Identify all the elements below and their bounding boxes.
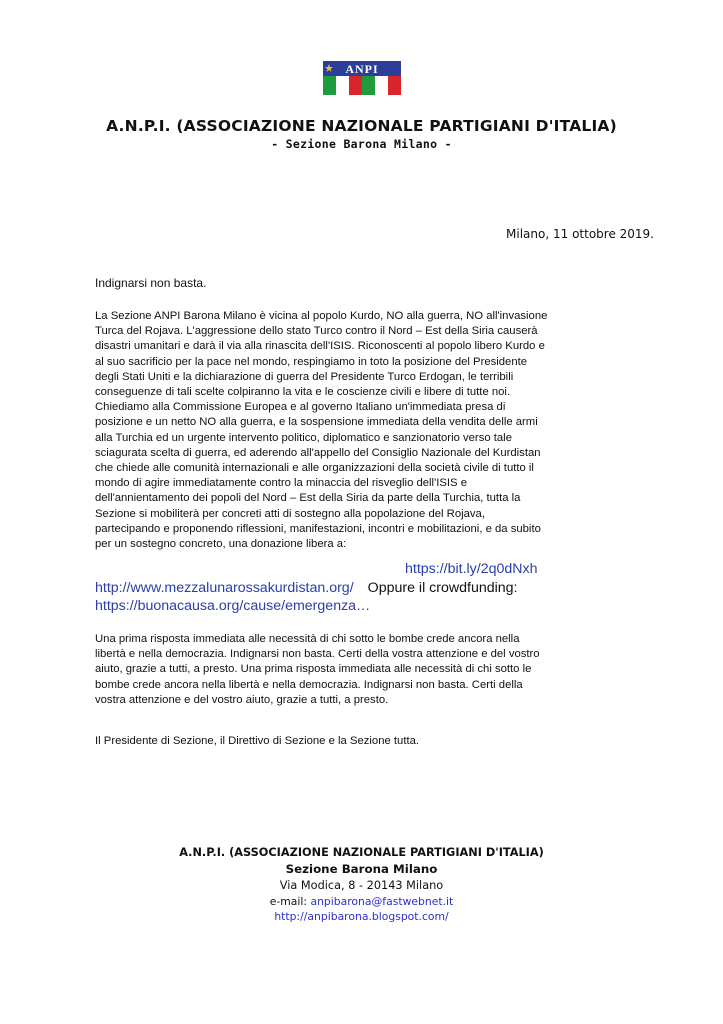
body-line: al suo sacrificio per la pace nel mondo, respingiamo in toto la posizione del Presidente <box>95 355 528 368</box>
body-line: posizione e un netto NO alla guerra, e la sospensione immediata della vendita delle armi <box>95 416 538 429</box>
crowdfunding-line <box>95 597 675 616</box>
body-line: Sezione si mobiliterà per concreti atti di sostegno alla popolazione del Rojava, <box>95 507 485 520</box>
body-line: partecipando e proponendo riflessioni, manifestazioni, incontri e mobilitazioni, e da subito <box>95 522 541 535</box>
body-line: sciagurata scelta di guerra, ed aderendo all'appello del Consiglio Nazionale del Kurdistan <box>95 446 541 459</box>
footer-section: Sezione Barona Milano <box>285 862 438 876</box>
footer-blog-link[interactable]: http://anpibarona.blogspot.com/ <box>274 910 449 923</box>
body-line: che chiede alle comunità internazionali e alle organizzazioni della società civile di tutto il <box>95 462 534 475</box>
letter-body-closing <box>95 632 655 708</box>
short-link-line <box>95 560 675 579</box>
body-line: aiuto, grazie a tutti, a presto. Una prima risposta immediata alle necessità di chi sotto le <box>95 663 532 676</box>
crowdfunding-link[interactable]: https://buonacausa.org/cause/emergenza… <box>95 598 371 614</box>
footer-email-link[interactable]: anpibarona@fastwebnet.it <box>310 895 454 908</box>
footer-email-label: e-mail: <box>269 895 308 908</box>
body-line: alla Turchia ed un urgente intervento politico, diplomatico e sanzionatorio verso tale <box>95 431 512 444</box>
letter-heading: Indignarsi non basta. <box>95 276 207 290</box>
body-line: Turca del Rojava. L'aggressione dello stato Turco contro il Nord – Est della Siria causerà <box>95 325 538 338</box>
body-line: Una prima risposta immediata alle necessità di chi sotto le bombe crede ancora nella <box>95 633 520 645</box>
body-line: La Sezione ANPI Barona Milano è vicina al popolo Kurdo, NO alla guerra, NO all'invasione <box>95 310 548 322</box>
footer <box>40 844 683 924</box>
body-line: libertà e nella democrazia. Indignarsi non basta. Certi della vostra attenzione e del vostro <box>95 648 540 661</box>
footer-email-line <box>40 894 683 909</box>
body-line: bombe crede ancora nella libertà e nella democrazia. Indignarsi non basta. Certi della <box>95 678 523 691</box>
anpi-logo <box>323 61 401 95</box>
donation-links <box>95 560 675 616</box>
header-title: A.N.P.I. (ASSOCIAZIONE NAZIONALE PARTIGIANI D'ITALIA) <box>106 117 617 135</box>
body-line: per un sostegno concreto, una donazione libera a: <box>95 538 347 551</box>
body-line: disastri umanitari e darà il via alla rinascita dell'ISIS. Riconoscenti al popolo libero Kurdo e <box>95 340 545 353</box>
body-line: mondo di agire immediatamente contro la minaccia del risveglio dell'ISIS e <box>95 477 467 490</box>
svg-text:ANPI: ANPI <box>345 62 379 76</box>
mezzaluna-link[interactable]: http://www.mezzalunarossakurdistan.org/ <box>95 579 354 596</box>
short-link[interactable]: https://bit.ly/2q0dNxh <box>405 561 538 577</box>
body-line: conseguenze di tali scelte colpiranno la vita e le coscienze civili e libere di tutte noi. <box>95 386 511 399</box>
body-line: degli Stati Uniti e la dichiarazione di guerra del Presidente Turco Erdogan, le terribili <box>95 370 514 383</box>
footer-org: A.N.P.I. (ASSOCIAZIONE NAZIONALE PARTIGIANI D'ITALIA) <box>179 846 544 859</box>
letter-date: Milano, 11 ottobre 2019. <box>506 227 654 241</box>
body-line: vostra attenzione e del vostro aiuto, grazie a tutti, a presto. <box>95 693 389 706</box>
mezzaluna-line <box>95 579 675 598</box>
body-line: Chiediamo alla Commissione Europea e al governo Italiano un'immediata presa di <box>95 401 506 414</box>
header-subtitle: - Sezione Barona Milano - <box>271 137 452 151</box>
letter-body <box>95 309 655 552</box>
signoff: Il Presidente di Sezione, il Direttivo di Sezione e la Sezione tutta. <box>95 735 420 747</box>
body-line: dell'annientamento dei popoli del Nord – Est della Siria da parte della Turchia, tutta la <box>95 492 521 505</box>
footer-address: Via Modica, 8 - 20143 Milano <box>279 879 444 892</box>
crowdfunding-label: Oppure il crowdfunding: <box>367 579 518 596</box>
